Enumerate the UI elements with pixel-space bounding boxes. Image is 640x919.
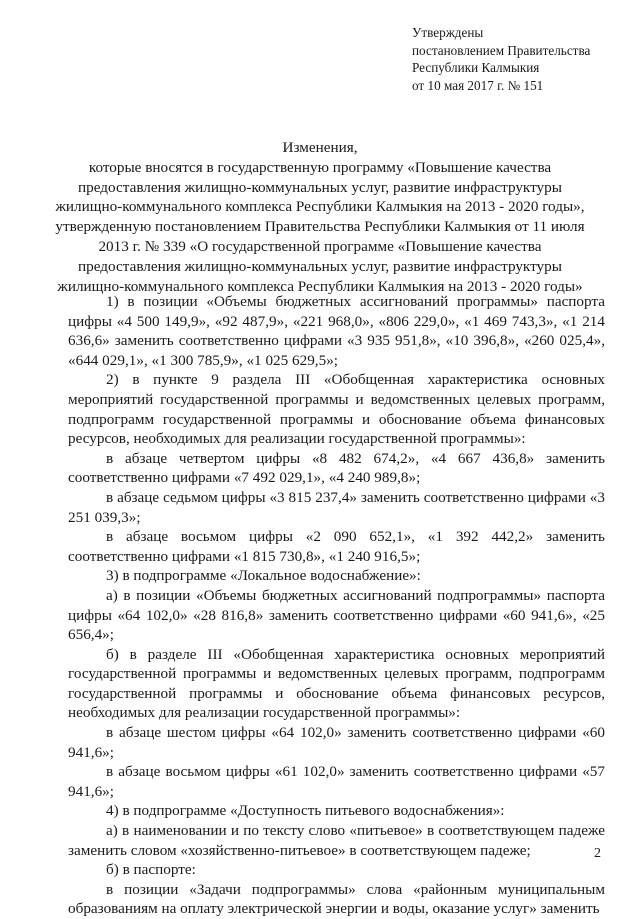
paragraph: 1) в позиции «Объемы бюджетных ассигнований программы» паспорта цифры «4 500 149,9», «92 487,9», «221 968,0», «806 229,0», «1 469 743,3», «1 214 636,6» заменить соответственно цифрами «3 935 951,8», «10 396,8», «260 025,4», «644 029,1», «1 300 785,9», «1 025 629,5»;: [68, 293, 605, 369]
paragraph: в абзаце седьмом цифры «3 815 237,4» заменить соответственно цифрами «3 251 039,3»;: [68, 488, 605, 526]
heading-line: которые вносятся в государственную программу «Повышение качества: [88, 158, 552, 176]
heading-line: предоставления жилищно-коммунальных услуг, развитие инфраструктуры: [78, 257, 562, 275]
approval-line: Республики Калмыкия: [412, 60, 540, 76]
heading-line: предоставления жилищно-коммунальных услуг, развитие инфраструктуры: [78, 178, 562, 196]
paragraph: 3) в подпрограмме «Локальное водоснабжение»:: [106, 567, 421, 585]
paragraph: в абзаце восьмом цифры «61 102,0» заменить соответственно цифрами «57 941,6»;: [68, 763, 605, 800]
document-title: Изменения,: [282, 139, 358, 156]
paragraph: а) в позиции «Объемы бюджетных ассигнований подпрограммы» паспорта цифры «64 102,0» «28 816,8» заменить соответственно цифрами «60 941,6», «25 656,4»;: [68, 586, 605, 644]
approval-block: [412, 24, 622, 94]
paragraph: в абзаце шестом цифры «64 102,0» заменить соответственно цифрами «60 941,6»;: [68, 724, 605, 761]
heading-line: жилищно-коммунального комплекса Республики Калмыкия на 2013 - 2020 годы»: [57, 277, 583, 295]
paragraph: а) в наименовании и по тексту слово «питьевое» в соответствующем падеже заменить словом «хозяйственно-питьевое» в соответствующем падеже;: [68, 822, 605, 859]
approval-line: Утверждены: [412, 25, 484, 40]
paragraph: в позиции «Задачи подпрограммы» слова «районным муниципальным образованиям на оплату электрической энергии и воды, оказание услуг» заменить: [68, 880, 605, 918]
document-body: [68, 292, 605, 919]
paragraph: б) в паспорте:: [106, 861, 196, 879]
heading-line: утвержденную постановлением Правительства Республики Калмыкия от 11 июля: [55, 218, 585, 236]
paragraph: в абзаце четвертом цифры «8 482 674,2», «4 667 436,8» заменить соответственно цифрами «7 492 029,1», «4 240 989,8»;: [68, 449, 605, 487]
approval-line: постановлением Правительства: [412, 42, 591, 58]
paragraph: в абзаце восьмом цифры «2 090 652,1», «1 392 442,2» заменить соответственно цифрами «1 815 730,8», «1 240 916,5»;: [68, 528, 605, 565]
page-number: 2: [594, 846, 601, 861]
heading-line: 2013 г. № 339 «О государственной программе «Повышение качества: [98, 237, 542, 255]
approval-line: от 10 мая 2017 г. № 151: [412, 77, 544, 93]
heading-line: жилищно-коммунального комплекса Республики Калмыкия на 2013 - 2020 годы»,: [55, 198, 585, 216]
document-heading: [30, 138, 610, 296]
paragraph: б) в разделе III «Обобщенная характеристика основных мероприятий государственной программы и ведомственных целевых программ, подпрограмм государственной программы и обоснование объема финансовых ресурсов, необходимых для реализации государственной программы»:: [68, 645, 605, 722]
paragraph: 2) в пункте 9 раздела III «Обобщенная характеристика основных мероприятий государственной программы и ведомственных целевых программ, подпрограмм государственной программы и обоснование объема финансовых ресурсов, необходимых для реализации государственной программы»:: [68, 371, 605, 448]
paragraph: 4) в подпрограмме «Доступность питьевого водоснабжения»:: [106, 802, 505, 820]
